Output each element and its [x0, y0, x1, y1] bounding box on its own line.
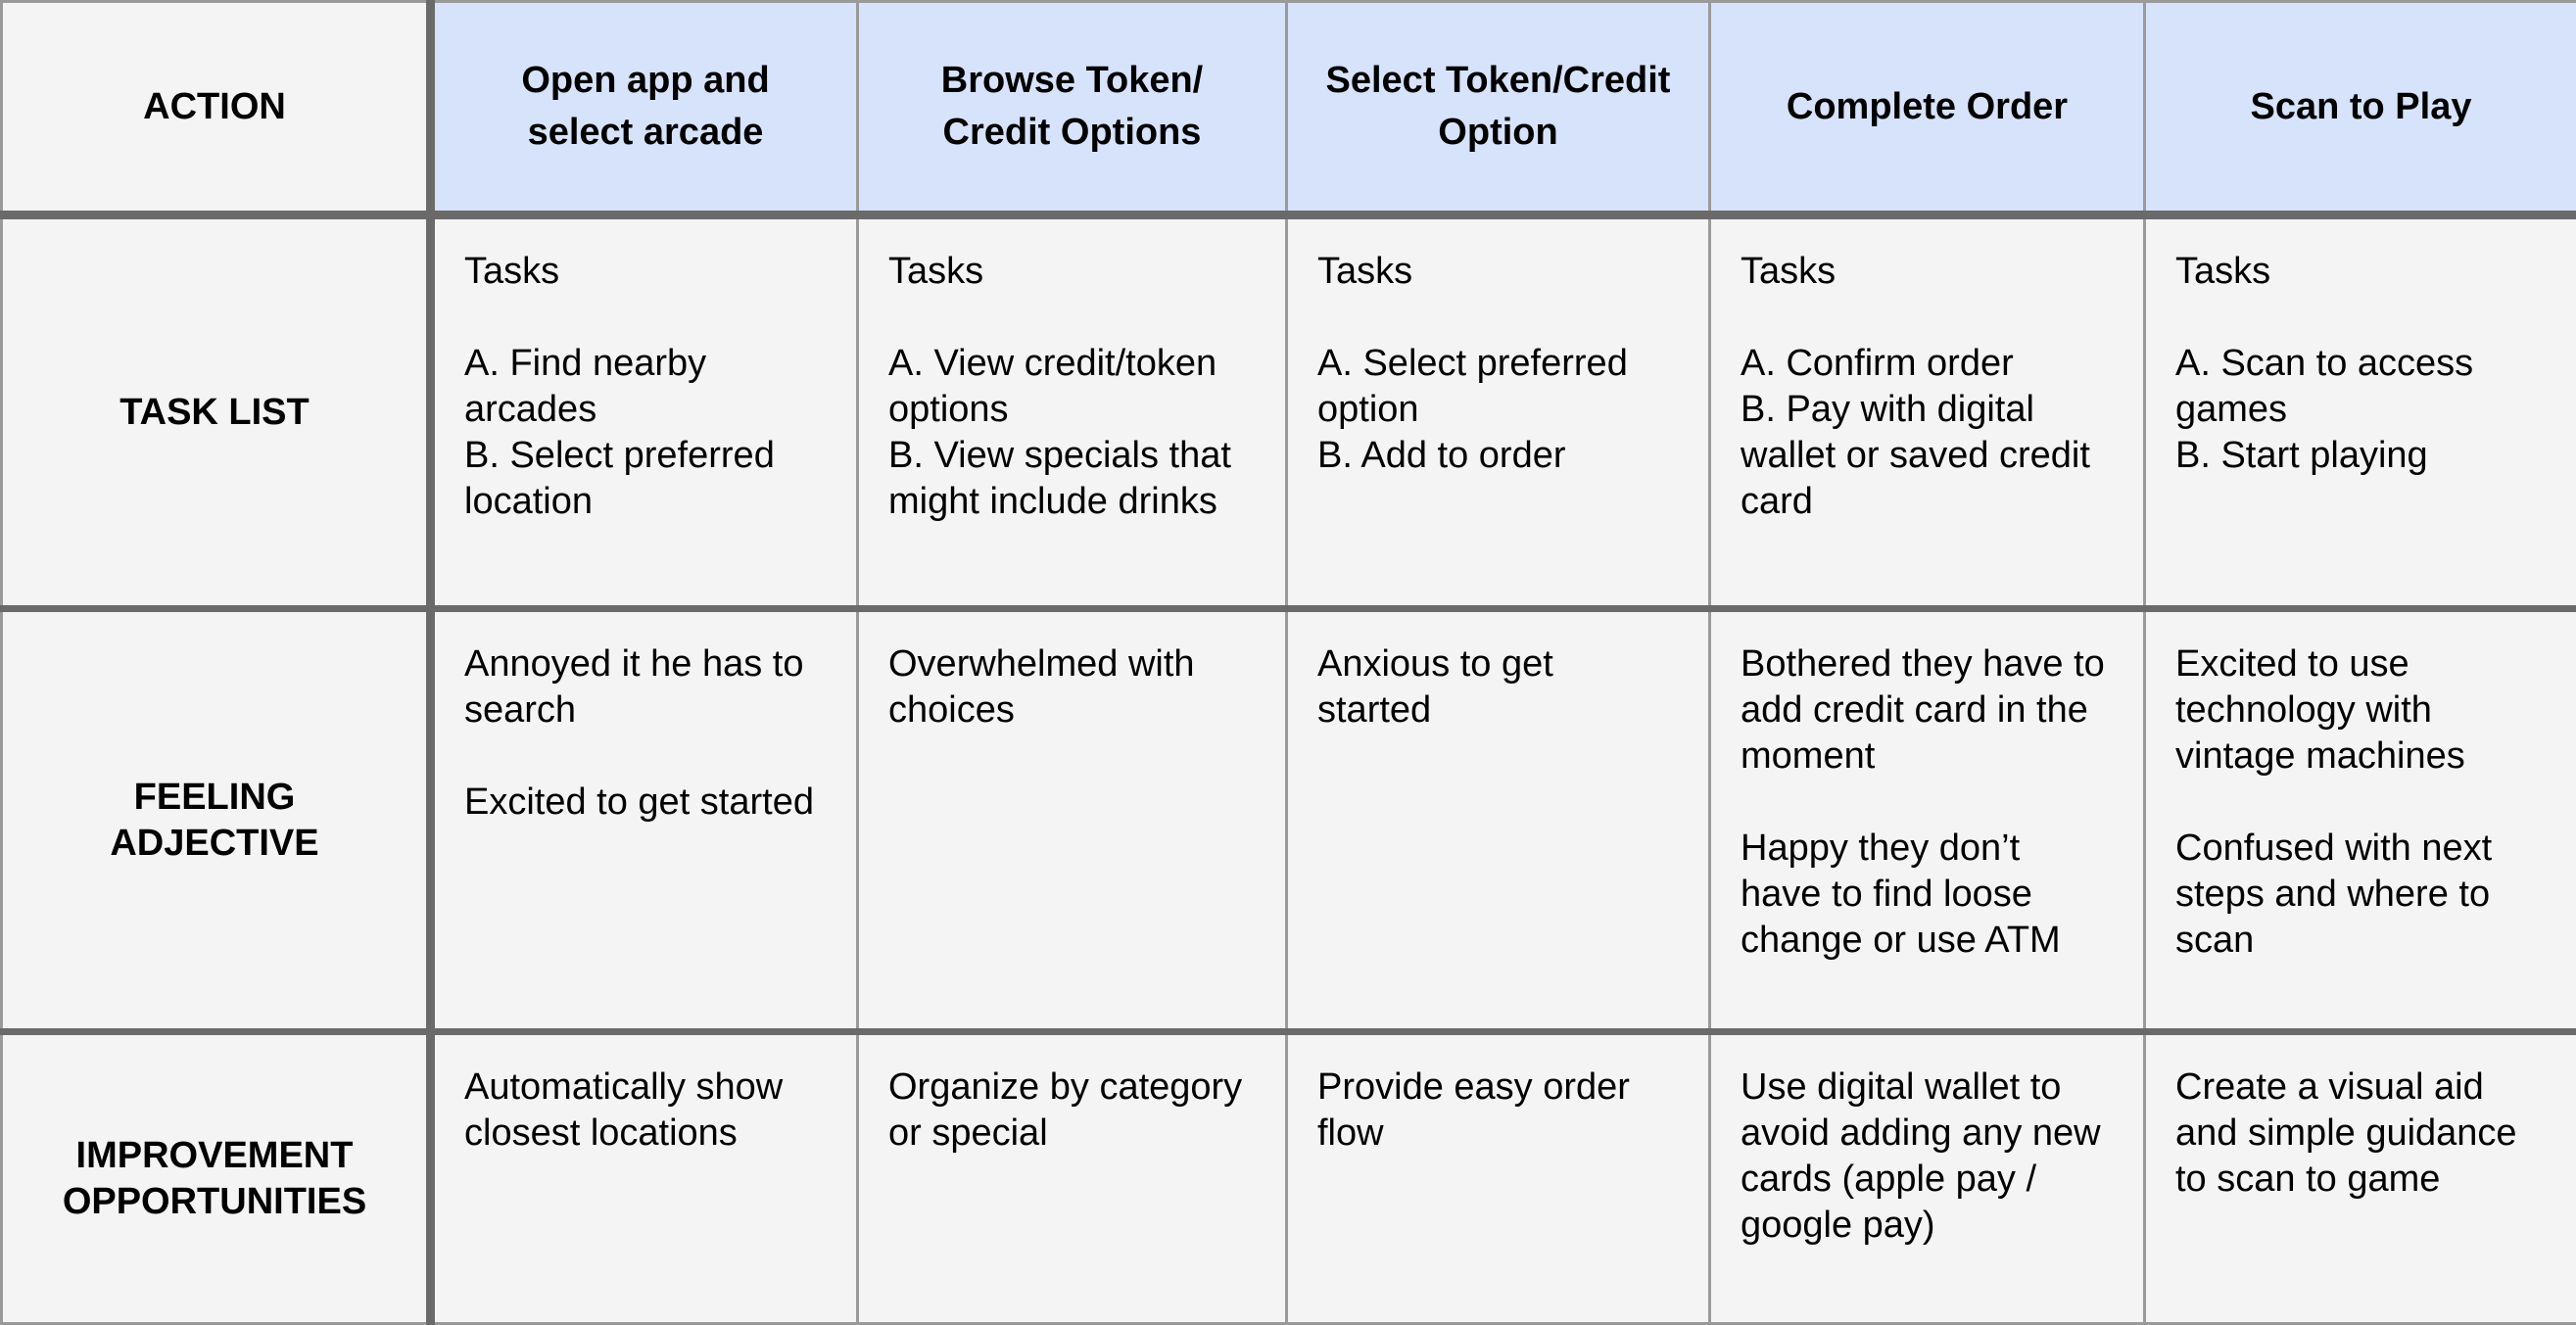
improvement-cell-scan-to-play: Create a visual aid and simple guidance to scan to game	[2145, 1032, 2576, 1324]
task-cell-scan-to-play: Tasks A. Scan to access games B. Start playing	[2145, 215, 2576, 609]
improvement-cell-complete-order: Use digital wallet to avoid adding any new cards (apple pay / google pay)	[1710, 1032, 2145, 1324]
feeling-row	[2, 609, 2576, 1032]
task-cell-select-option: Tasks A. Select preferred option B. Add to order	[1287, 215, 1710, 609]
task-cell-open-app: Tasks A. Find nearby arcades B. Select preferred location	[431, 215, 858, 609]
feeling-cell-select-option: Anxious to get started	[1287, 609, 1710, 1032]
row-header-improvement: IMPROVEMENT OPPORTUNITIES	[2, 1032, 431, 1324]
action-scan-to-play: Scan to Play	[2145, 2, 2576, 215]
task-cell-browse-options: Tasks A. View credit/token options B. View specials that might include drinks	[858, 215, 1287, 609]
action-open-app: Open app and select arcade	[431, 2, 858, 215]
feeling-cell-scan-to-play: Excited to use technology with vintage machines Confused with next steps and where to scan	[2145, 609, 2576, 1032]
action-row	[2, 2, 2576, 215]
row-header-feeling: FEELING ADJECTIVE	[2, 609, 431, 1032]
improvement-row	[2, 1032, 2576, 1324]
improvement-cell-browse-options: Organize by category or special	[858, 1032, 1287, 1324]
feeling-cell-open-app: Annoyed it he has to search Excited to get started	[431, 609, 858, 1032]
improvement-cell-open-app: Automatically show closest locations	[431, 1032, 858, 1324]
feeling-cell-complete-order: Bothered they have to add credit card in the moment Happy they don’t have to find loose change or use ATM	[1710, 609, 2145, 1032]
improvement-cell-select-option: Provide easy order flow	[1287, 1032, 1710, 1324]
feeling-cell-browse-options: Overwhelmed with choices	[858, 609, 1287, 1032]
action-complete-order: Complete Order	[1710, 2, 2145, 215]
action-browse-options: Browse Token/ Credit Options	[858, 2, 1287, 215]
task-cell-complete-order: Tasks A. Confirm order B. Pay with digital wallet or saved credit card	[1710, 215, 2145, 609]
row-header-task-list: TASK LIST	[2, 215, 431, 609]
row-header-action: ACTION	[2, 2, 431, 215]
task-list-row	[2, 215, 2576, 609]
action-select-option: Select Token/Credit Option	[1287, 2, 1710, 215]
